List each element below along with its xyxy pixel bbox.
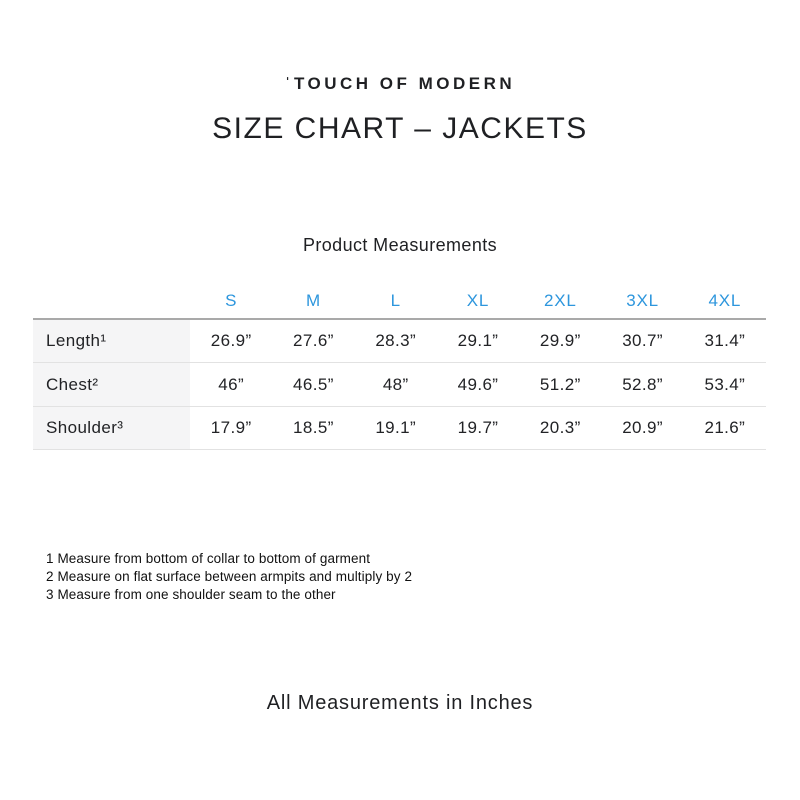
column-header-s: S bbox=[225, 291, 238, 310]
measurements-table bbox=[33, 284, 766, 450]
table-header-row bbox=[33, 284, 766, 318]
shoulder-m-cell: 18.5” bbox=[293, 418, 334, 437]
column-header-l: L bbox=[390, 291, 401, 310]
page-title: SIZE CHART – JACKETS bbox=[212, 112, 588, 145]
shoulder-s-cell: 17.9” bbox=[210, 418, 252, 437]
table-row-length bbox=[33, 318, 766, 362]
length-3xl-cell: 30.7” bbox=[622, 331, 663, 350]
column-header-2xl: 2XL bbox=[543, 291, 577, 310]
table-row-shoulder bbox=[33, 406, 766, 450]
length-xl-cell: 29.1” bbox=[457, 331, 499, 350]
table-title: Product Measurements bbox=[302, 235, 498, 255]
table-row-chest bbox=[33, 362, 766, 406]
column-header-4xl: 4XL bbox=[708, 291, 742, 310]
shoulder-l-cell: 19.1” bbox=[375, 418, 417, 437]
length-4xl-cell: 31.4” bbox=[704, 331, 746, 350]
chest-4xl-cell: 53.4” bbox=[704, 374, 746, 394]
chest-m-cell: 46.5” bbox=[293, 374, 334, 394]
length-m-cell: 27.6” bbox=[293, 331, 334, 350]
column-header-xl: XL bbox=[466, 291, 490, 310]
shoulder-2xl-cell: 20.3” bbox=[539, 418, 581, 437]
brand-logo: ˈTOUCH OF MODERN bbox=[284, 74, 516, 93]
length-l-cell: 28.3” bbox=[375, 331, 417, 350]
chest-2xl-cell: 51.2” bbox=[539, 374, 581, 394]
chest-3xl-cell: 52.8” bbox=[622, 374, 663, 394]
row-label-length: Length¹ bbox=[33, 320, 190, 362]
chest-l-cell: 48” bbox=[382, 374, 409, 394]
row-label-chest: Chest² bbox=[33, 363, 190, 406]
chest-xl-cell: 49.6” bbox=[457, 374, 499, 394]
shoulder-4xl-cell: 21.6” bbox=[704, 418, 746, 437]
units-note: All Measurements in Inches bbox=[266, 692, 534, 714]
footnotes bbox=[46, 550, 800, 604]
column-header-3xl: 3XL bbox=[626, 291, 659, 310]
shoulder-3xl-cell: 20.9” bbox=[622, 418, 663, 437]
row-label-shoulder: Shoulder³ bbox=[33, 407, 190, 449]
footnote-shoulder: 3 Measure from one shoulder seam to the other bbox=[46, 587, 336, 602]
shoulder-xl-cell: 19.7” bbox=[457, 418, 499, 437]
chest-s-cell: 46” bbox=[218, 374, 245, 394]
footnote-chest: 2 Measure on flat surface between armpits and multiply by 2 bbox=[46, 569, 413, 584]
column-header-m: M bbox=[305, 291, 321, 310]
length-2xl-cell: 29.9” bbox=[539, 331, 581, 350]
length-s-cell: 26.9” bbox=[210, 331, 252, 350]
footnote-length: 1 Measure from bottom of collar to bottom of garment bbox=[46, 551, 371, 566]
